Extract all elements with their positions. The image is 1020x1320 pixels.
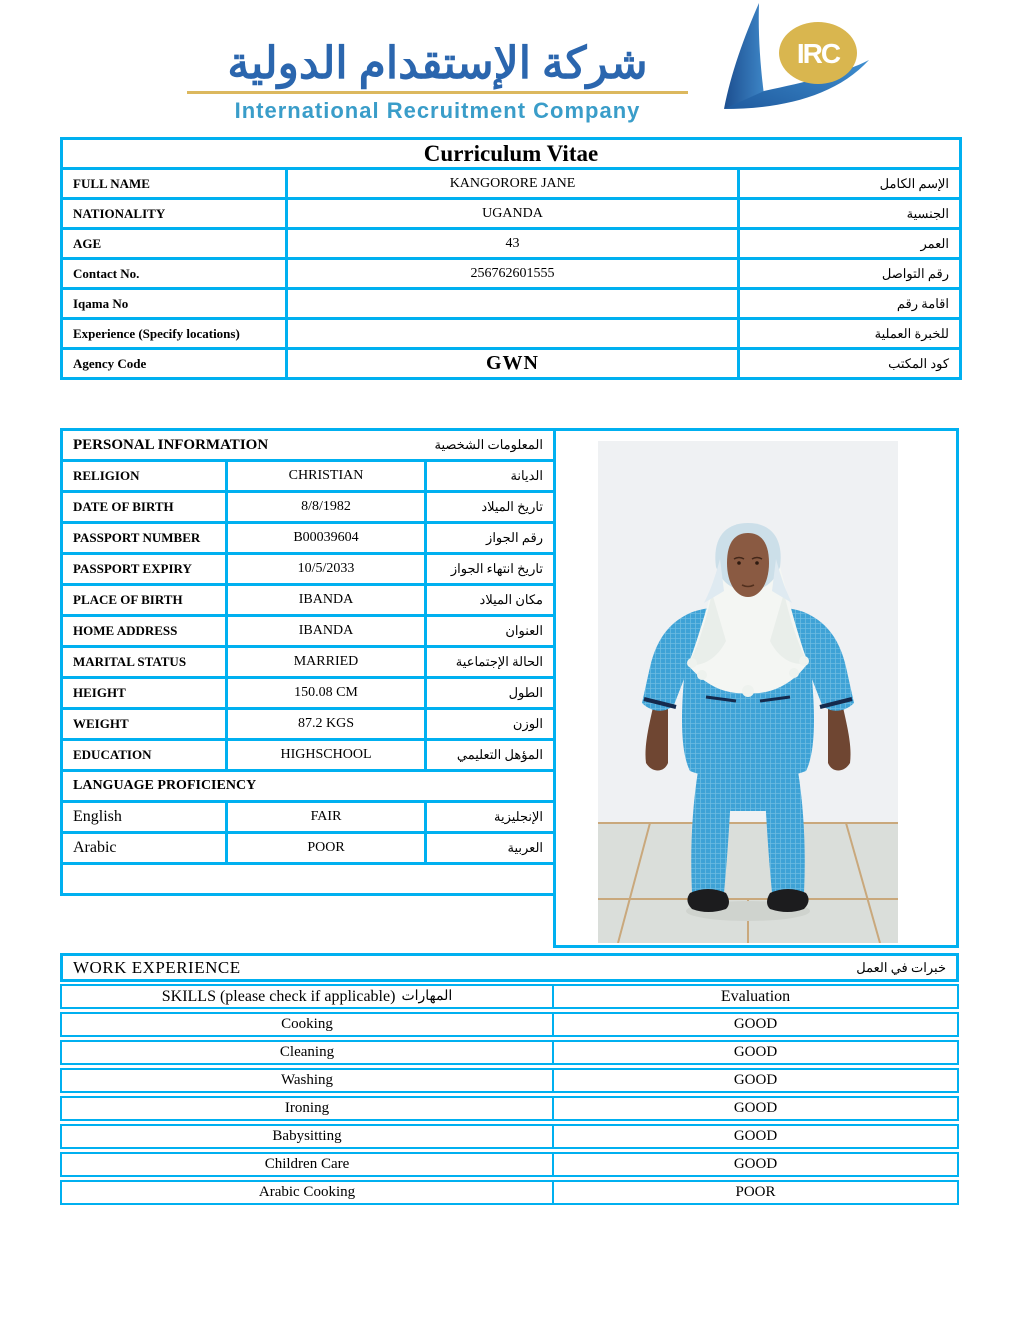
table-row	[60, 1180, 959, 1205]
passport-number-label-arabic: رقم الجواز	[426, 523, 555, 554]
table-row	[62, 740, 555, 771]
table-row	[60, 1040, 959, 1065]
education-value: HIGHSCHOOL	[227, 740, 426, 771]
contact-no-label-arabic: رقم التواصل	[739, 259, 961, 289]
personal-information-title-arabic: المعلومات الشخصية	[434, 437, 544, 452]
logo-gold-divider	[187, 91, 688, 94]
table-row	[60, 1152, 959, 1177]
skills-header-row	[60, 984, 959, 1009]
personal-information-header	[62, 430, 555, 461]
table-row	[62, 259, 961, 289]
english-proficiency-value: FAIR	[227, 802, 426, 833]
height-label: HEIGHT	[62, 678, 227, 709]
nationality-label: NATIONALITY	[62, 199, 287, 229]
nationality-label-arabic: الجنسية	[739, 199, 961, 229]
skills-table	[60, 984, 959, 1208]
arabic-label-arabic: العربية	[426, 833, 555, 864]
home-address-label: HOME ADDRESS	[62, 616, 227, 647]
table-row	[62, 289, 961, 319]
table-row	[62, 199, 961, 229]
language-proficiency-header: LANGUAGE PROFICIENCY	[62, 771, 555, 802]
table-row	[62, 678, 555, 709]
skill-cooking: Cooking	[62, 1014, 554, 1035]
passport-number-value: B00039604	[227, 523, 426, 554]
marital-status-label-arabic: الحالة الإجتماعية	[426, 647, 555, 678]
home-address-value: IBANDA	[227, 616, 426, 647]
agency-code-value: GWN	[287, 349, 739, 379]
weight-label-arabic: الوزن	[426, 709, 555, 740]
table-row	[60, 1124, 959, 1149]
iqama-no-label: Iqama No	[62, 289, 287, 319]
work-experience-title-arabic: خبرات في العمل	[856, 959, 946, 975]
logo-monogram: IRC	[796, 38, 840, 69]
education-label-arabic: المؤهل التعليمي	[426, 740, 555, 771]
date-of-birth-label-arabic: تاريخ الميلاد	[426, 492, 555, 523]
table-row	[62, 802, 555, 833]
education-label: EDUCATION	[62, 740, 227, 771]
age-value: 43	[287, 229, 739, 259]
skill-washing: Washing	[62, 1070, 554, 1091]
weight-value: 87.2 KGS	[227, 709, 426, 740]
work-experience-header	[60, 953, 959, 982]
place-of-birth-label: PLACE OF BIRTH	[62, 585, 227, 616]
personal-information-empty-area	[62, 864, 555, 895]
home-address-label-arabic: العنوان	[426, 616, 555, 647]
iqama-no-label-arabic: اقامة رقم	[739, 289, 961, 319]
company-logo-mark-icon	[702, 0, 870, 126]
agency-code-label: Agency Code	[62, 349, 287, 379]
skill-babysitting: Babysitting	[62, 1126, 554, 1147]
company-logo	[185, 6, 875, 126]
experience-label-arabic: للخبرة العملية	[739, 319, 961, 349]
age-label-arabic: العمر	[739, 229, 961, 259]
table-row	[62, 616, 555, 647]
religion-label-arabic: الديانة	[426, 461, 555, 492]
skills-column-header	[62, 986, 554, 1007]
company-name-english: International Recruitment Company	[234, 98, 641, 123]
full-name-value: KANGORORE JANE	[287, 169, 739, 199]
skills-label: SKILLS (please check if applicable)	[161, 987, 396, 1005]
table-row	[62, 169, 961, 199]
marital-status-label: MARITAL STATUS	[62, 647, 227, 678]
table-row	[62, 554, 555, 585]
date-of-birth-value: 8/8/1982	[227, 492, 426, 523]
religion-value: CHRISTIAN	[227, 461, 426, 492]
candidate-photo	[598, 441, 898, 943]
skill-arabic-cooking-evaluation: POOR	[735, 1184, 776, 1200]
table-row	[60, 1012, 959, 1037]
table-row	[60, 1096, 959, 1121]
place-of-birth-label-arabic: مكان الميلاد	[426, 585, 555, 616]
age-label: AGE	[62, 229, 287, 259]
passport-expiry-label-arabic: تاريخ انتهاء الجواز	[426, 554, 555, 585]
table-row	[62, 709, 555, 740]
agency-code-label-arabic: كود المكتب	[739, 349, 961, 379]
document-title: Curriculum Vitae	[62, 139, 961, 169]
marital-status-value: MARRIED	[227, 647, 426, 678]
skill-children-care: Children Care	[62, 1154, 554, 1175]
nationality-value: UGANDA	[287, 199, 739, 229]
iqama-no-value	[287, 289, 739, 319]
skill-ironing-evaluation: GOOD	[733, 1100, 778, 1116]
height-label-arabic: الطول	[426, 678, 555, 709]
evaluation-column-header: Evaluation	[720, 987, 791, 1005]
passport-number-label: PASSPORT NUMBER	[62, 523, 227, 554]
experience-label: Experience (Specify locations)	[62, 319, 287, 349]
experience-value	[287, 319, 739, 349]
table-row	[60, 1068, 959, 1093]
skill-cooking-evaluation: GOOD	[733, 1016, 778, 1032]
table-row	[62, 585, 555, 616]
full-name-label: FULL NAME	[62, 169, 287, 199]
skill-ironing: Ironing	[62, 1098, 554, 1119]
height-value: 150.08 CM	[227, 678, 426, 709]
contact-no-label: Contact No.	[62, 259, 287, 289]
company-logo-text	[185, 40, 690, 126]
table-row	[62, 349, 961, 379]
skills-label-arabic: المهارات	[401, 989, 453, 1004]
skill-cleaning: Cleaning	[62, 1042, 554, 1063]
arabic-label: Arabic	[62, 833, 227, 864]
passport-expiry-label: PASSPORT EXPIRY	[62, 554, 227, 585]
religion-label: RELIGION	[62, 461, 227, 492]
table-row	[62, 229, 961, 259]
table-row	[62, 461, 555, 492]
cv-header-table	[60, 137, 962, 380]
table-row	[62, 647, 555, 678]
company-name-arabic: شركة الإستقدام الدولية	[227, 38, 648, 88]
skill-babysitting-evaluation: GOOD	[733, 1128, 778, 1144]
table-row	[62, 523, 555, 554]
arabic-proficiency-value: POOR	[227, 833, 426, 864]
skill-children-care-evaluation: GOOD	[733, 1156, 778, 1172]
skill-washing-evaluation: GOOD	[733, 1072, 778, 1088]
personal-information-table	[60, 428, 556, 896]
table-row	[62, 319, 961, 349]
passport-expiry-value: 10/5/2033	[227, 554, 426, 585]
skill-arabic-cooking: Arabic Cooking	[62, 1182, 554, 1203]
date-of-birth-label: DATE OF BIRTH	[62, 492, 227, 523]
weight-label: WEIGHT	[62, 709, 227, 740]
table-row	[62, 492, 555, 523]
work-experience-title: WORK EXPERIENCE	[73, 957, 241, 977]
place-of-birth-value: IBANDA	[227, 585, 426, 616]
english-label-arabic: الإنجليزية	[426, 802, 555, 833]
personal-information-title: PERSONAL INFORMATION	[73, 436, 269, 453]
candidate-photo-box	[553, 428, 959, 948]
skill-cleaning-evaluation: GOOD	[733, 1044, 778, 1060]
table-row	[62, 833, 555, 864]
full-name-label-arabic: الإسم الكامل	[739, 169, 961, 199]
contact-no-value: 256762601555	[287, 259, 739, 289]
english-label: English	[62, 802, 227, 833]
